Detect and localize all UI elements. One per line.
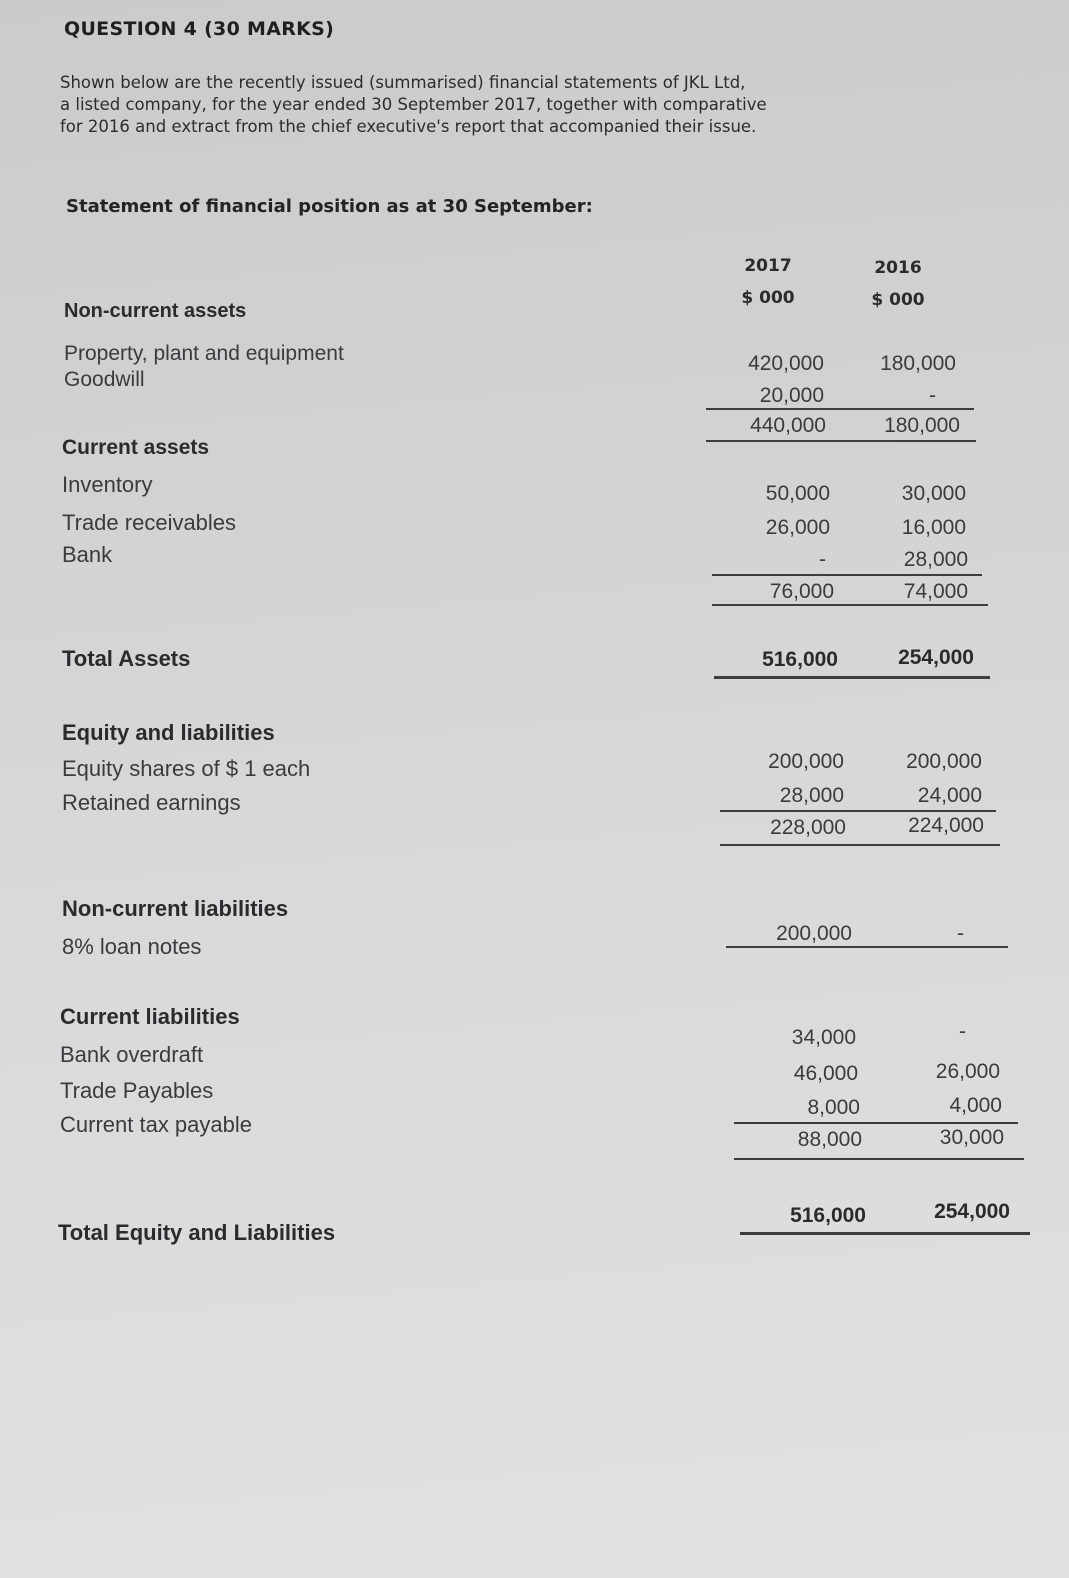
ca-subtotal-2017: 76,000 bbox=[769, 580, 834, 603]
rule-equity-subtotal-top bbox=[720, 810, 996, 812]
section-equity-and-liabilities: Equity and liabilities bbox=[62, 720, 275, 745]
intro-line-3: for 2016 and extract from the chief executive's report that accompanied their issue. bbox=[60, 117, 757, 136]
equity-shares-2016: 200,000 bbox=[906, 750, 982, 773]
label-equity-shares: Equity shares of $ 1 each bbox=[62, 756, 311, 781]
equity-shares-2017: 200,000 bbox=[768, 750, 844, 773]
total-assets-2016: 254,000 bbox=[898, 646, 974, 669]
label-loan-notes: 8% loan notes bbox=[62, 934, 202, 959]
rule-equity-subtotal-bottom bbox=[720, 844, 1000, 846]
rule-non-current-liabilities bbox=[726, 946, 1008, 948]
rule-total-equity-liabilities bbox=[740, 1232, 1030, 1235]
receivables-2016: 16,000 bbox=[901, 516, 966, 539]
inventory-2016: 30,000 bbox=[901, 482, 966, 505]
label-inventory: Inventory bbox=[62, 472, 153, 497]
statement-heading: Statement of financial position as at 30 September: bbox=[66, 196, 593, 217]
bank-overdraft-2016: - bbox=[959, 1020, 966, 1043]
inventory-2017: 50,000 bbox=[765, 482, 830, 505]
label-total-equity-and-liabilities: Total Equity and Liabilities bbox=[58, 1220, 336, 1245]
label-trade-receivables: Trade receivables bbox=[62, 510, 237, 535]
rule-nca-subtotal-top bbox=[706, 408, 974, 410]
label-goodwill: Goodwill bbox=[64, 368, 145, 391]
label-total-assets: Total Assets bbox=[62, 646, 191, 671]
intro-line-2: a listed company, for the year ended 30 September 2017, together with comparative bbox=[60, 95, 767, 114]
nca-subtotal-2017: 440,000 bbox=[750, 414, 826, 437]
label-ppe: Property, plant and equipment bbox=[64, 342, 344, 365]
tax-payable-2016: 4,000 bbox=[949, 1094, 1002, 1117]
question-title: QUESTION 4 (30 MARKS) bbox=[64, 18, 335, 40]
rule-total-assets bbox=[714, 676, 990, 679]
total-assets-2017: 516,000 bbox=[762, 648, 838, 671]
label-current-tax-payable: Current tax payable bbox=[60, 1112, 252, 1137]
label-bank: Bank bbox=[62, 542, 113, 567]
bank-overdraft-2017: 34,000 bbox=[791, 1026, 856, 1049]
goodwill-2016: - bbox=[929, 384, 936, 407]
section-non-current-liabilities: Non-current liabilities bbox=[62, 896, 289, 921]
label-trade-payables: Trade Payables bbox=[60, 1078, 214, 1103]
cl-subtotal-2016: 30,000 bbox=[939, 1126, 1004, 1149]
nca-subtotal-2016: 180,000 bbox=[884, 414, 960, 437]
rule-cl-subtotal-bottom bbox=[734, 1158, 1024, 1160]
cl-subtotal-2017: 88,000 bbox=[797, 1128, 862, 1151]
intro-paragraph bbox=[60, 72, 1050, 138]
loan-notes-2017: 200,000 bbox=[776, 922, 852, 945]
column-year-2017: 2017 bbox=[744, 256, 792, 276]
bank-2016: 28,000 bbox=[903, 548, 968, 571]
rule-nca-subtotal-bottom bbox=[706, 440, 976, 442]
rule-cl-subtotal-top bbox=[734, 1122, 1018, 1124]
ppe-2016: 180,000 bbox=[880, 352, 956, 375]
intro-line-1: Shown below are the recently issued (summarised) financial statements of JKL Ltd, bbox=[60, 73, 746, 92]
rule-ca-subtotal-bottom bbox=[712, 604, 988, 606]
equity-subtotal-2016: 224,000 bbox=[908, 814, 984, 837]
section-current-liabilities: Current liabilities bbox=[60, 1004, 240, 1029]
goodwill-2017: 20,000 bbox=[759, 384, 824, 407]
section-non-current-assets: Non-current assets bbox=[64, 300, 247, 322]
bank-2017: - bbox=[819, 548, 826, 571]
section-current-assets: Current assets bbox=[62, 436, 210, 459]
column-unit-2017: $ 000 bbox=[741, 288, 795, 308]
column-year-2016: 2016 bbox=[874, 258, 922, 278]
loan-notes-2016: - bbox=[957, 922, 964, 945]
receivables-2017: 26,000 bbox=[765, 516, 830, 539]
label-bank-overdraft: Bank overdraft bbox=[60, 1042, 204, 1067]
rule-ca-subtotal-top bbox=[712, 574, 982, 576]
retained-earnings-2017: 28,000 bbox=[779, 784, 844, 807]
trade-payables-2016: 26,000 bbox=[935, 1060, 1000, 1083]
tax-payable-2017: 8,000 bbox=[807, 1096, 860, 1119]
column-unit-2016: $ 000 bbox=[871, 290, 925, 310]
total-equity-liabilities-2017: 516,000 bbox=[790, 1204, 866, 1227]
ppe-2017: 420,000 bbox=[748, 352, 824, 375]
total-equity-liabilities-2016: 254,000 bbox=[934, 1200, 1010, 1223]
trade-payables-2017: 46,000 bbox=[793, 1062, 858, 1085]
label-retained-earnings: Retained earnings bbox=[62, 790, 241, 815]
equity-subtotal-2017: 228,000 bbox=[770, 816, 846, 839]
retained-earnings-2016: 24,000 bbox=[917, 784, 982, 807]
ca-subtotal-2016: 74,000 bbox=[903, 580, 968, 603]
